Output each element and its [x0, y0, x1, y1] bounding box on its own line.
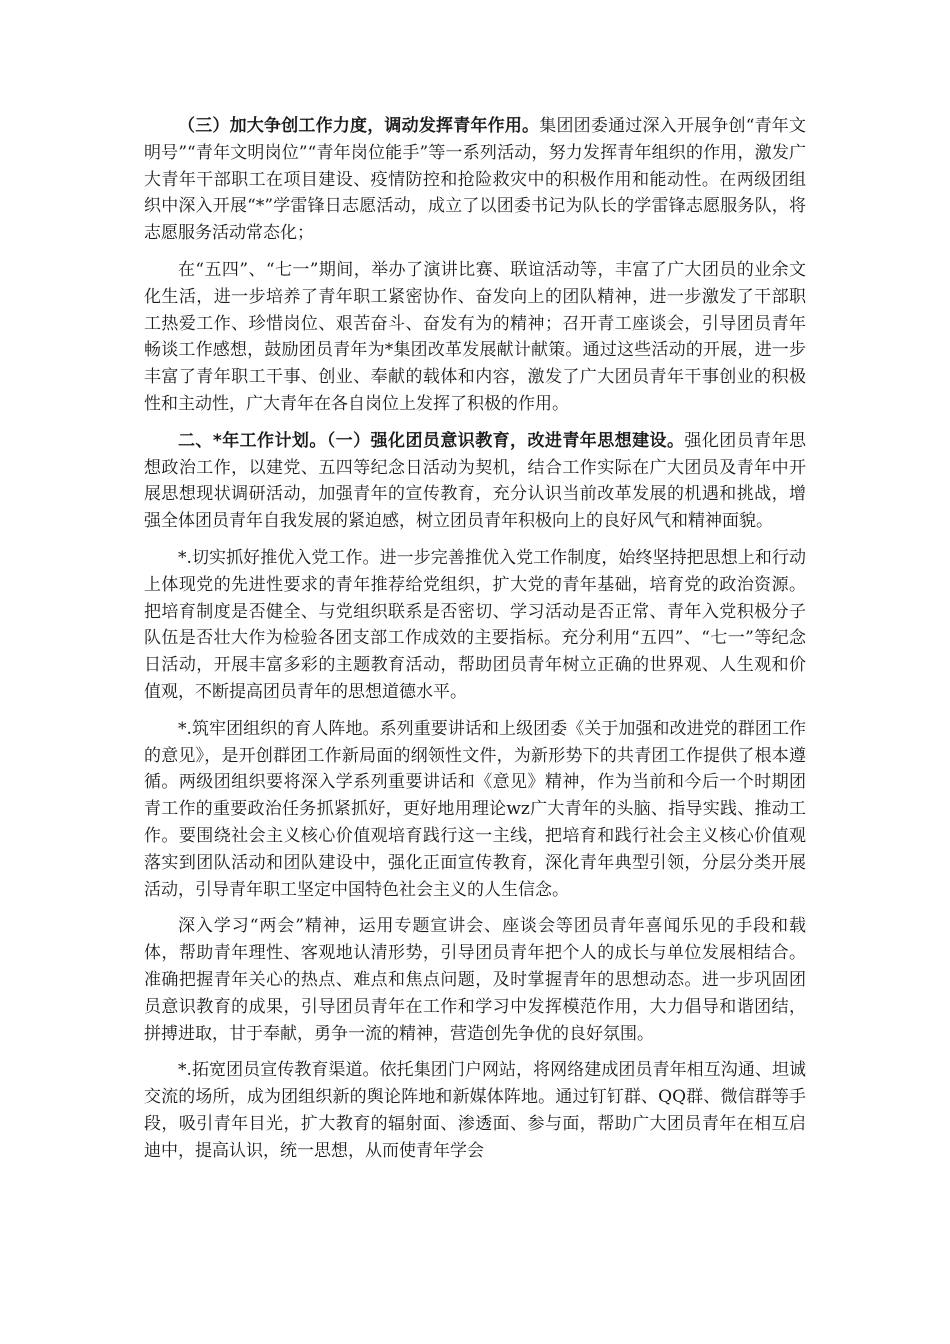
paragraph-3	[144, 428, 806, 535]
paragraph-2-body: 在“五四”、“七一”期间，举办了演讲比赛、联谊活动等，丰富了广大团员的业余文化生活，进一步培养了青年职工紧密协作、奋发向上的团队精神，进一步激发了干部职工热爱工作、珍惜岗位、艰苦奋斗、奋发有为的精神；召开青工座谈会，引导团员青年畅谈工作感想，鼓励团员青年为*集团改革发展献计献策。通过这些活动的开展，进一步丰富了青年职工干事、创业、奉献的载体和内容，激发了广大团员青年干事创业的积极性和主动性，广大青年在各自岗位上发挥了积极的作用。	[144, 259, 806, 414]
paragraph-3-heading: 二、*年工作计划。（一）强化团员意识教育，改进青年思想建设。	[178, 430, 685, 451]
paragraph-5	[144, 716, 806, 904]
paragraph-4	[144, 545, 806, 706]
document-page	[144, 113, 806, 1174]
paragraph-7-body: *.拓宽团员宣传教育渠道。依托集团门户网站，将网络建成团员青年相互沟通、坦诚交流的场所，成为团组织新的舆论阵地和新媒体阵地。通过钉钉群、QQ群、微信群等手段，吸引青年目光，扩大教育的辐射面、渗透面、参与面，帮助广大团员青年在相互启迪中，提高认识，统一思想，从而使青年学会	[144, 1060, 806, 1161]
paragraph-5-body: *.筑牢团组织的育人阵地。系列重要讲话和上级团委《关于加强和改进党的群团工作的意见》，是开创群团工作新局面的纲领性文件，为新形势下的共青团工作提供了根本遵循。两级团组织要将深入学系列重要讲话和《意见》精神，作为当前和今后一个时期团青工作的重要政治任务抓紧抓好，更好地用理论wz广大青年的头脑、指导实践、推动工作。要围绕社会主义核心价值观培育践行这一主线，把培育和践行社会主义核心价值观落实到团队活动和团队建设中，强化正面宣传教育，深化青年典型引领，分层分类开展活动，引导青年职工坚定中国特色社会主义的人生信念。	[144, 718, 806, 900]
paragraph-3-body: 强化团员青年思想政治工作，以建党、五四等纪念日活动为契机，结合工作实际在广大团员及青年中开展思想现状调研活动，加强青年的宣传教育，充分认识当前改革发展的机遇和挑战，增强全体团员青年自我发展的紧迫感，树立团员青年积极向上的良好风气和精神面貌。	[144, 430, 807, 532]
paragraph-6	[144, 913, 806, 1047]
paragraph-2	[144, 257, 806, 418]
paragraph-6-body: 深入学习“两会”精神，运用专题宣讲会、座谈会等团员青年喜闻乐见的手段和载体，帮助青年理性、客观地认清形势，引导团员青年把个人的成长与单位发展相结合。准确把握青年关心的热点、难点和焦点问题，及时掌握青年的思想动态。进一步巩固团员意识教育的成果，引导团员青年在工作和学习中发挥模范作用，大力倡导和谐团结，拼搏进取，甘于奉献，勇争一流的精神，营造创先争优的良好氛围。	[144, 916, 806, 1044]
paragraph-1-body: 集团团委通过深入开展争创“青年文明号”“青年文明岗位”“青年岗位能手”等一系列活动，努力发挥青年组织的作用，激发广大青年干部职工在项目建设、疫情防控和抢险救灾中的积极作用和能动性。在两级团组织中深入开展“*”学雷锋日志愿活动，成立了以团委书记为队长的学雷锋志愿服务队，将志愿服务活动常态化；	[144, 116, 806, 244]
paragraph-7	[144, 1057, 806, 1164]
paragraph-1	[144, 113, 806, 247]
paragraph-1-heading: （三）加大争创工作力度，调动发挥青年作用。	[178, 116, 540, 136]
paragraph-4-body: *.切实抓好推优入党工作。进一步完善推优入党工作制度，始终坚持把思想上和行动上体现党的先进性要求的青年推荐给党组织，扩大党的青年基础，培育党的政治资源。把培育制度是否健全、与党组织联系是否密切、学习活动是否正常、青年入党积极分子队伍是否壮大作为检验各团支部工作成效的主要指标。充分利用“五四”、“七一”等纪念日活动，开展丰富多彩的主题教育活动，帮助团员青年树立正确的世界观、人生观和价值观，不断提高团员青年的思想道德水平。	[144, 547, 806, 702]
